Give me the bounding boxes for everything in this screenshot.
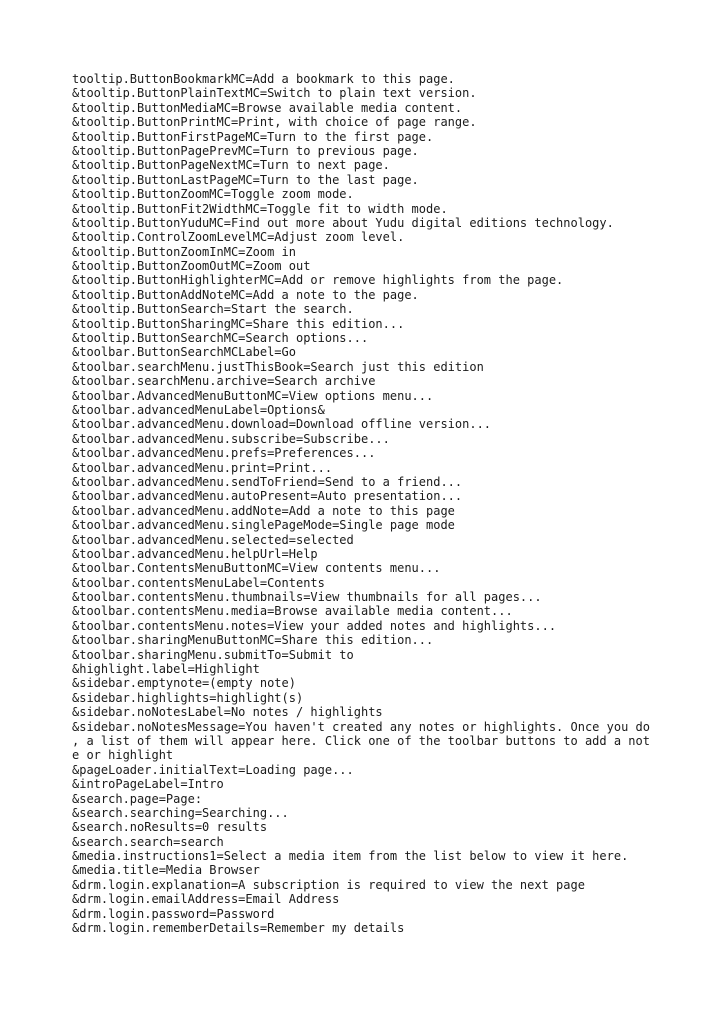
- text-line: &pageLoader.initialText=Loading page...: [72, 762, 354, 777]
- text-line: &tooltip.ButtonMediaMC=Browse available media content.: [72, 100, 463, 115]
- text-line: &drm.login.emailAddress=Email Address: [72, 892, 340, 907]
- text-line: &tooltip.ButtonFirstPageMC=Turn to the first page.: [72, 129, 434, 144]
- text-line: &tooltip.ButtonZoomMC=Toggle zoom mode.: [72, 187, 354, 202]
- text-line: &tooltip.ButtonHighlighterMC=Add or remove highlights from the page.: [72, 273, 564, 288]
- text-line: &toolbar.contentsMenuLabel=Contents: [72, 575, 325, 590]
- text-line: &introPageLabel=Intro: [72, 777, 224, 792]
- text-line: &tooltip.ButtonPageNextMC=Turn to next page.: [72, 158, 390, 173]
- document-text: [72, 72, 662, 935]
- text-line: &toolbar.advancedMenuLabel=Options&: [72, 402, 325, 417]
- text-line: &drm.login.rememberDetails=Remember my details: [72, 921, 405, 936]
- text-line: &tooltip.ButtonZoomInMC=Zoom in: [72, 244, 296, 259]
- text-line: &drm.login.explanation=A subscription is required to view the next page: [72, 877, 585, 892]
- text-line: &tooltip.ButtonPrintMC=Print, with choice of page range.: [72, 115, 477, 130]
- text-line: &toolbar.advancedMenu.helpUrl=Help: [72, 546, 318, 561]
- text-line: &search.search=search: [72, 834, 224, 849]
- text-line: e or highlight: [72, 748, 174, 763]
- text-line: &toolbar.contentsMenu.notes=View your added notes and highlights...: [72, 618, 557, 633]
- text-line: &toolbar.sharingMenu.submitTo=Submit to: [72, 647, 354, 662]
- text-line: &toolbar.searchMenu.archive=Search archive: [72, 374, 376, 389]
- text-line: &highlight.label=Highlight: [72, 662, 260, 677]
- text-line: &toolbar.advancedMenu.download=Download offline version...: [72, 417, 492, 432]
- text-line: &tooltip.ButtonPlainTextMC=Switch to plain text version.: [72, 86, 477, 101]
- text-line: &sidebar.highlights=highlight(s): [72, 690, 304, 705]
- text-line: &media.instructions1=Select a media item from the list below to view it here.: [72, 849, 629, 864]
- text-line: &toolbar.AdvancedMenuButtonMC=View options menu...: [72, 388, 434, 403]
- text-line: &toolbar.contentsMenu.thumbnails=View thumbnails for all pages...: [72, 590, 542, 605]
- text-line: &tooltip.ButtonSearchMC=Search options...: [72, 331, 369, 346]
- text-line: &search.searching=Searching...: [72, 805, 289, 820]
- text-line: &sidebar.noNotesLabel=No notes / highlights: [72, 705, 383, 720]
- text-line: &toolbar.advancedMenu.print=Print...: [72, 460, 333, 475]
- text-line: &tooltip.ControlZoomLevelMC=Adjust zoom level.: [72, 230, 405, 245]
- text-line: &toolbar.contentsMenu.media=Browse available media content...: [72, 604, 513, 619]
- text-line: &toolbar.advancedMenu.autoPresent=Auto presentation...: [72, 489, 463, 504]
- text-line: &tooltip.ButtonLastPageMC=Turn to the last page.: [72, 172, 419, 187]
- text-line: &tooltip.ButtonSharingMC=Share this edition...: [72, 316, 405, 331]
- text-line: tooltip.ButtonBookmarkMC=Add a bookmark to this page.: [72, 72, 455, 86]
- text-line: &search.noResults=0 results: [72, 820, 268, 835]
- text-line: &drm.login.password=Password: [72, 906, 275, 921]
- text-line: &media.title=Media Browser: [72, 863, 260, 878]
- text-line: &toolbar.advancedMenu.selected=selected: [72, 532, 354, 547]
- text-line: &toolbar.advancedMenu.singlePageMode=Single page mode: [72, 518, 455, 533]
- text-line: &tooltip.ButtonAddNoteMC=Add a note to the page.: [72, 287, 419, 302]
- text-line: &tooltip.ButtonPagePrevMC=Turn to previous page.: [72, 143, 419, 158]
- text-line: &toolbar.ContentsMenuButtonMC=View contents menu...: [72, 561, 441, 576]
- text-line: &search.page=Page:: [72, 791, 203, 806]
- text-line: &toolbar.advancedMenu.sendToFriend=Send to a friend...: [72, 474, 463, 489]
- text-line: &tooltip.ButtonYuduMC=Find out more about Yudu digital editions technology.: [72, 215, 614, 230]
- text-line: , a list of them will appear here. Click one of the toolbar buttons to add a not: [72, 733, 650, 748]
- text-line: &toolbar.advancedMenu.subscribe=Subscribe...: [72, 431, 390, 446]
- text-line: &toolbar.advancedMenu.addNote=Add a note to this page: [72, 503, 455, 518]
- text-line: &tooltip.ButtonSearch=Start the search.: [72, 302, 354, 317]
- text-line: &toolbar.sharingMenuButtonMC=Share this edition...: [72, 633, 434, 648]
- text-line: &tooltip.ButtonZoomOutMC=Zoom out: [72, 259, 311, 274]
- text-line: &toolbar.ButtonSearchMCLabel=Go: [72, 345, 296, 360]
- text-line: &sidebar.emptynote=(empty note): [72, 676, 296, 691]
- text-line: &toolbar.advancedMenu.prefs=Preferences...: [72, 446, 376, 461]
- text-line: &toolbar.searchMenu.justThisBook=Search just this edition: [72, 359, 484, 374]
- text-line: &sidebar.noNotesMessage=You haven't created any notes or highlights. Once you do: [72, 719, 650, 734]
- text-line: &tooltip.ButtonFit2WidthMC=Toggle fit to width mode.: [72, 201, 448, 216]
